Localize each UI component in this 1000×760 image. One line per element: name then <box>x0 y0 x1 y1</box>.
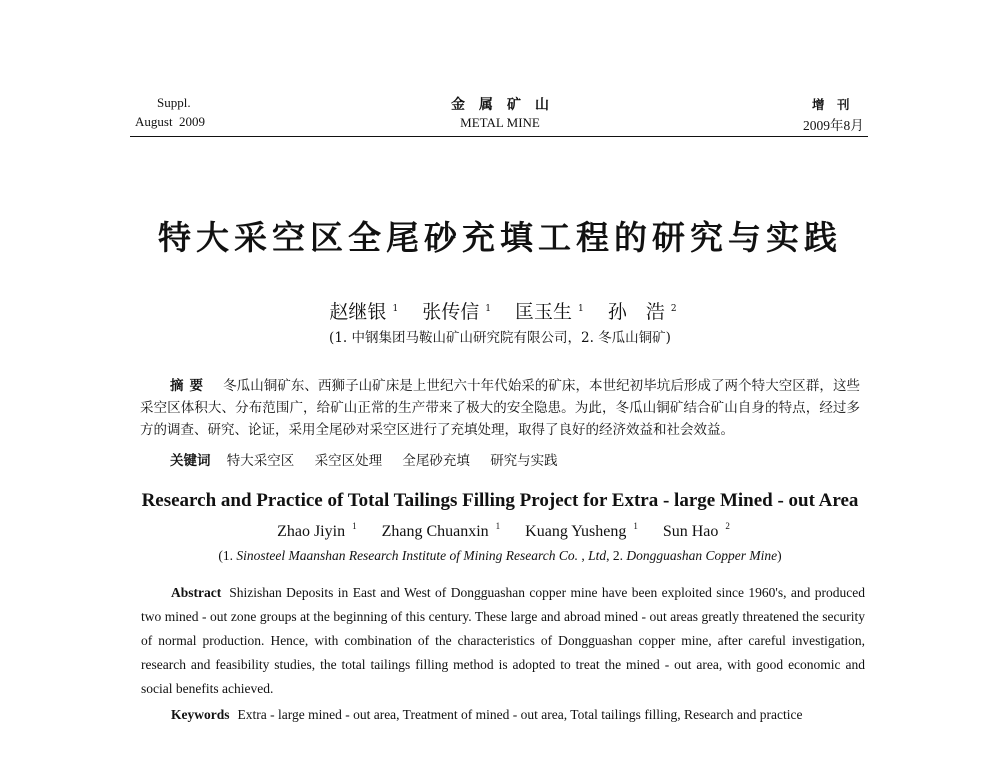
keyword-cn: 研究与实践 <box>490 453 558 469</box>
keywords-cn <box>170 449 574 469</box>
keywords-en <box>141 703 865 727</box>
abstract-cn-label: 摘要 <box>170 378 210 394</box>
keywords-cn-label: 关键词 <box>170 453 211 469</box>
abstract-en <box>141 581 865 701</box>
abstract-en-label: Abstract <box>171 585 222 600</box>
affiliation-en: (1. Sinosteel Maanshan Research Institute of Mining Research Co. , Ltd, 2. Dongguashan Copper Mine) <box>218 548 782 563</box>
abstract-cn-text: 冬瓜山铜矿东、西狮子山矿床是上世纪六十年代始采的矿床，本世纪初毕坑后形成了两个特大空区群，这些采空区体积大、分布范围广，给矿山正常的生产带来了极大的安全隐患。为此，冬瓜山铜矿结合矿山自身的特点，经过多方的调查、研究、论证，采用全尾砂对采空区进行了充填处理，取得了良好的经济效益和社会效益。 <box>140 378 861 438</box>
header-rule <box>130 136 868 137</box>
affiliation-cn: (1. 中钢集团马鞍山矿山研究院有限公司，2. 冬瓜山铜矿) <box>329 330 671 346</box>
header-date-cn: 2009年8月 <box>803 118 864 133</box>
title-en: Research and Practice of Total Tailings Filling Project for Extra - large Mined - out Area <box>141 490 859 511</box>
abstract-en-text: Shizishan Deposits in East and West of Dongguashan copper mine have been exploited since 1960's, and produced two mined - out zone groups at the beginning of this century. These large and abroad mined - out areas greatly threatened the security of normal production. Hence, with combination of the characteristics of Dongguashan copper mine, after careful investigation, research and feasibility studies, the total tailings filling method is adopted to treat the mined - out area, with good economic and social benefits achieved. <box>141 585 865 696</box>
author-cn: 匡玉生 $^1$ <box>515 301 584 323</box>
keyword-cn: 采空区处理 <box>314 453 383 469</box>
author-en: Zhang Chuanxin $^1$ <box>381 521 501 540</box>
header-journal-cn: 金 属 矿 山 <box>451 97 549 113</box>
header-suppl: Suppl. <box>157 95 191 110</box>
header-date-en: August 2009 <box>135 114 206 129</box>
author-cn: 孙 浩 $^2$ <box>607 301 677 323</box>
author-cn: 张传信 $^1$ <box>422 301 491 323</box>
author-cn: 赵继银 $^1$ <box>329 301 399 323</box>
keywords-en-text: Extra - large mined - out area, Treatment of mined - out area, Total tailings filling, Research and practice <box>237 707 803 722</box>
author-en: Sun Hao $^2$ <box>662 521 730 540</box>
keyword-cn: 特大采空区 <box>226 453 295 469</box>
authors-en <box>0 523 1000 541</box>
title-cn: 特大采空区全尾砂充填工程的研究与实践 <box>158 218 842 257</box>
keywords-en-label: Keywords <box>171 707 230 722</box>
header-suppl-cn: 增 刊 <box>812 97 850 112</box>
author-en: Zhao Jiyin $^1$ <box>277 521 357 540</box>
keyword-cn: 全尾砂充填 <box>402 453 470 469</box>
abstract-cn <box>140 375 860 441</box>
author-en: Kuang Yusheng $^1$ <box>525 521 638 540</box>
header-journal-en: METAL MINE <box>460 115 540 130</box>
authors-cn <box>0 297 1000 324</box>
